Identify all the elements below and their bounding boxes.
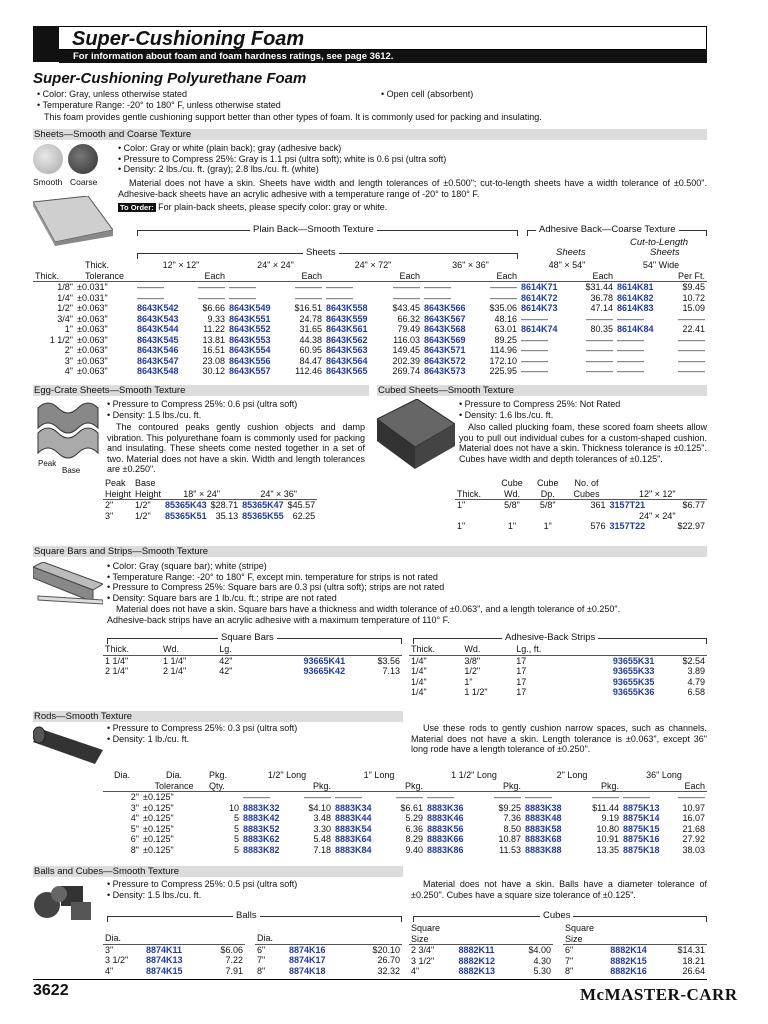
main-intro: This foam provides gentle cushioning support better than other types of foam. It is commonly used for packing and insulating.	[44, 112, 542, 122]
sheets-title: Sheets—Smooth and Coarse Texture	[33, 129, 707, 140]
main-bullet-right: • Open cell (absorbent)	[381, 89, 474, 99]
table-row: 3 1/2" 8882K12 4.30	[411, 955, 551, 966]
table-row: 8" 8874K18 32.32	[257, 965, 400, 976]
table-row: 1 1/2" ±0.063" 8643K545 13.81 8643K553 44.38 8643K562 116.03 8643K569 89.25 ——— ——— ——— ———	[49, 334, 705, 345]
table-row: 2 1/4" 2 1/4" 42" 93665K42 7.13	[105, 666, 400, 676]
rods-para: Use these rods to gently cushion narrow spaces, such as channels. Material does not have a skin. Length tolerance is ±0.063", except 36" long rode have a length tolerance of ±0.250".	[411, 723, 707, 755]
rods-image	[33, 724, 105, 770]
sub-ctl1: Cut-to-Length	[630, 237, 689, 248]
adhesive-strips-table: Thick. Wd. Lg., ft. 1/4" 3/8" 17 93655K31 $2.54 1/4" 1/2" 17 93655K33 3.89 1/4" 1" 17 93655K35 4.79 1/4" 1 1/2" 17 93655K36 6.58	[411, 644, 705, 697]
square-bars-table: Thick. Wd. Lg. 1 1/4" 1 1/4" 42" 93665K41 $3.56 2 1/4" 2 1/4" 42" 93665K42 7.13	[105, 644, 400, 676]
table-row: 1/4" ±0.031" ——— ——— ——— ——— ——— ——— ——— ——— 8614K72 36.78 8614K82 10.72	[57, 292, 705, 303]
table-row: 3" ±0.063" 8643K547 23.08 8643K556 84.47 8643K564 202.39 8643K572 172.10 ——— ——— ——— ———	[64, 355, 705, 366]
page-subtitle: For information about foam and foam hardness ratings, see page 3612.	[59, 50, 707, 63]
table-row: 8" ±0.125" 5 8883K82 7.18 8883K84 9.40 8883K86 11.53 8883K88 13.35 8875K18 38.03	[130, 844, 705, 855]
peak-label: Peak	[38, 459, 57, 468]
cubed-image	[377, 399, 455, 474]
table-row: 3" ±0.125" 10 8883K32 $4.10 8883K34 $6.61 8883K36 $9.25 8883K38 $11.44 8875K13 10.97	[130, 802, 705, 813]
page-number: 3622	[33, 982, 69, 999]
sheets-table: Thick. 12" × 12" 24" × 24" 24" × 72" 36" × 36" 48" × 54" 54" Wide Thick. Tolerance Each Each Each Each Each Per Ft. 1/8" ±0.031" ——— ——— ——— ——— ——— ——— ——— ——— 8614K71 $31.44 8614K81 $9.45 1/4" ±0.031" ——— ——— ——— ——— ——— ——— ——— ——— 8614K72 36.78 8614K82 10.72 1/2" ±0.063" 8643K542 $6.66 8643K549 $16.51 8643K558 $43.45 8643K566 $35.06 8614K73 47.14 8614K83 15.09 3/4" ±0.063" 8643K543 9.33 8643K551 24.78 8643K559 66.32 8643K567 48.16 ——— ——— ——— ——— 1" ±0.063" 8643K544 11.22 8643K552 31.65 8643K561 79.49 8643K568 63.01 8614K74 80.35 8614K84 22.41 1 1/2" ±0.063" 8643K545 13.81 8643K553 44.38 8643K562 116.03 8643K569 89.25 ——— ——— ——— ——— 2" ±0.063" 8643K546 16.51 8643K554 60.95 8643K563 149.45 8643K571 114.96 ——— ——— ——— ——— 3" ±0.063" 8643K547 23.08 8643K556 84.47 8643K564 202.39 8643K572 172.10 ——— ——— ——— ——— 4" ±0.063" 8643K548 30.12 8643K557 112.46 8643K565 269.74 8643K573 225.95 ——— ——— ——— ———	[35, 260, 705, 376]
group-square-bars: Square Bars	[107, 638, 402, 644]
group-cubes: Cubes	[413, 916, 707, 922]
cubed-para: Also called plucking foam, these scored foam sheets allow you to pull out individual cubes for a custom-shaped cushion. Material does not have a skin. Thickness tolerance is ±0.125". Cubes have width and depth tolerances of ±0.125".	[459, 422, 707, 464]
group-adhesive-strips: Adhesive-Back Strips	[413, 638, 707, 644]
main-bullets: • Color: Gray, unless otherwise stated • Temperature Range: -20° to 180° F, unless otherwise stated	[37, 89, 281, 110]
rods-bullets: • Pressure to Compress 25%: 0.3 psi (ultra soft) • Density: 1 lb./cu. ft.	[107, 723, 298, 744]
eggcrate-title: Egg-Crate Sheets—Smooth Texture	[33, 385, 369, 396]
table-row: 4" 8882K13 5.30	[411, 966, 551, 976]
base-label: Base	[62, 466, 81, 475]
table-row: 6" 8882K14 $14.31	[565, 945, 705, 955]
sheets-order: To Order: For plain-back sheets, please specify color: gray or white.	[120, 202, 388, 212]
balls-image	[33, 880, 95, 922]
group-balls: Balls	[107, 916, 402, 922]
table-row: 3 1/2" 8874K13 7.22	[105, 955, 243, 965]
table-row: 2 3/4" 8882K11 $4.00	[411, 945, 551, 955]
balls-table-a: Dia. 3" 8874K11 $6.06 3 1/2" 8874K13 7.22 4" 8874K15 7.91	[105, 933, 243, 976]
table-row: 1/4" 3/8" 17 93655K31 $2.54	[411, 655, 705, 666]
footer-rule	[33, 979, 707, 980]
coarse-label: Coarse	[70, 177, 98, 187]
balls-bullets: • Pressure to Compress 25%: 0.5 psi (ultra soft) • Density: 1.5 lbs./cu. ft.	[107, 879, 298, 900]
smooth-foam-image	[33, 144, 63, 174]
table-row: 1" ±0.063" 8643K544 11.22 8643K552 31.65 8643K561 79.49 8643K568 63.01 8614K74 80.35 8614K84 22.41	[64, 324, 705, 334]
table-row: 1 1/4" 1 1/4" 42" 93665K41 $3.56	[105, 655, 400, 666]
bars-title: Square Bars and Strips—Smooth Texture	[33, 546, 707, 557]
table-row: 2" ±0.063" 8643K546 16.51 8643K554 60.95 8643K563 149.45 8643K571 114.96 ——— ——— ——— ———	[64, 345, 705, 355]
table-row: 5" ±0.125" 5 8883K52 3.30 8883K54 6.36 8883K56 8.50 8883K58 10.80 8875K15 21.68	[130, 823, 705, 834]
table-row: 8" 8882K16 26.64	[565, 966, 705, 976]
table-row: 6" 8874K16 $20.10	[257, 944, 400, 955]
table-row: 3" 8874K11 $6.06	[105, 944, 243, 955]
page-title: Super-Cushioning Foam	[72, 28, 305, 50]
cubes-table-b: Square Size 6" 8882K14 $14.31 7" 8882K15 18.21 8" 8882K16 26.64	[565, 923, 705, 976]
balls-para: Material does not have a skin. Balls have a diameter tolerance of ±0.250". Cubes have a square size tolerance of ±0.125".	[411, 879, 707, 900]
section-heading: Super-Cushioning Polyurethane Foam	[33, 70, 307, 87]
table-row: 1/2" ±0.063" 8643K542 $6.66 8643K549 $16.51 8643K558 $43.45 8643K566 $35.06 8614K73 47.14 8614K83 15.09	[57, 303, 705, 313]
group-plain-back: Plain Back—Smooth Texture	[137, 230, 518, 236]
table-row: 3/4" ±0.063" 8643K543 9.33 8643K551 24.78 8643K559 66.32 8643K567 48.16 ——— ——— ——— ———	[57, 313, 705, 324]
balls-table-b: Dia. 6" 8874K16 $20.10 7" 8874K17 26.70 8" 8874K18 32.32	[257, 933, 400, 976]
bars-para2: Adhesive-back strips have an acrylic adhesive with a maximum temperature of 110° F.	[107, 615, 450, 625]
group-sheets: Sheets	[137, 253, 518, 259]
table-row: 2" ±0.125" ——— ——— ——— ——— ——— ——— ——— ——— ——— ———	[130, 792, 705, 802]
coarse-foam-image	[68, 144, 98, 174]
sheets-para: Material does not have a skin. Sheets have width and length tolerances of ±0.500"; cut-to-length sheets have a width tolerance of ±0.500". Adhesive-back sheets have an acrylic adhesive with a temperature range of -20° to 180° F.	[118, 178, 707, 199]
eggcrate-para: The contoured peaks gently cushion objects and damp vibration. This polyurethane foam is commonly used for packing and insulating. These sheets come nested together in a set of two. Material does not have a skin. Width and length tolerances are ±0.250".	[107, 422, 365, 475]
table-row: 2" 1/2" 85365K43 $28.71 85365K47 $45.57	[105, 500, 316, 510]
eggcrate-table: Peak Base Height Height 18" × 24" 24" × 36" 2" 1/2" 85365K43 $28.71 85365K47 $45.57 3" 1/2" 85365K51 35.13 85365K55 62.25	[105, 478, 316, 521]
table-row: 7" 8874K17 26.70	[257, 955, 400, 965]
table-row: 1/4" 1" 17 93655K35 4.79	[411, 676, 705, 687]
sub-ctl2: Sheets	[650, 247, 680, 258]
cubed-title: Cubed Sheets—Smooth Texture	[377, 385, 707, 396]
group-adhesive-back: Adhesive Back—Coarse Texture	[527, 230, 707, 236]
eggcrate-bullets: • Pressure to Compress 25%: 0.6 psi (ultra soft) • Density: 1.5 lbs./cu. ft.	[107, 399, 298, 420]
header-block	[33, 26, 59, 62]
table-row: 1/8" ±0.031" ——— ——— ——— ——— ——— ——— ——— ——— 8614K71 $31.44 8614K81 $9.45	[57, 282, 705, 292]
table-row: 4" ±0.125" 5 8883K42 3.48 8883K44 5.29 8883K46 7.36 8883K48 9.19 8875K14 16.07	[130, 813, 705, 823]
cubed-table: Cube Cube No. of Thick. Wd. Dp. Cubes 12" × 12" 1" 5/8" 5/8" 361 3157T21 $6.77 24" × 24" 1" 1" 1" 576 3157T22 $22.97	[457, 478, 705, 531]
rods-table: Dia. Dia. Pkg. 1/2" Long 1" Long 1 1/2" Long 2" Long 36" Long Tolerance Qty. Pkg. Pkg. Pkg. Pkg. Each 2" ±0.125" ——— ——— ——— ——— ——— ——— ——— ——— ——— ——— 3" ±0.125" 10 8883K32 $4.10 8883K34 $6.61 8883K36 $9.25 8883K38 $11.44 8875K13 10.97 4" ±0.125" 5 8883K42 3.48 8883K44 5.29 8883K46 7.36 8883K48 9.19 8875K14 16.07 5" ±0.125" 5 8883K52 3.30 8883K54 6.36 8883K56 8.50 8883K58 10.80 8875K15 21.68 6" ±0.125" 5 8883K62 5.48 8883K64 8.29 8883K66 10.87 8883K68 10.91 8875K16 27.92 8" ±0.125" 5 8883K82 7.18 8883K84 9.40 8883K86 11.53 8883K88 13.35 8875K18 38.03	[103, 770, 707, 855]
sheet-image	[33, 196, 113, 246]
bars-bullets: • Color: Gray (square bar); white (stripe) • Temperature Range: -20° to 180° F, except min. temperature for strips is not rated • Pressure to Compress 25%: Square bars are 0.3 psi (ultra soft); strips are not rated • Density: Square bars are 1 lb./cu. ft.; stripe are not rated	[107, 561, 445, 603]
sheets-bullets: • Color: Gray or white (plain back); gray (adhesive back) • Pressure to Compress 25%: Gray is 1.1 psi (ultra soft); white is 0.6 psi (ultra soft) • Density: 2 lbs./cu. ft. (gray); 2.8 lbs./cu. ft. (white)	[118, 143, 447, 175]
table-row: 3" 1/2" 85365K51 35.13 85365K55 62.25	[105, 510, 316, 521]
table-row: 7" 8882K15 18.21	[565, 955, 705, 966]
smooth-label: Smooth	[33, 177, 63, 187]
table-row: 4" 8874K15 7.91	[105, 965, 243, 976]
table-row: 6" ±0.125" 5 8883K62 5.48 8883K64 8.29 8883K66 10.87 8883K68 10.91 8875K16 27.92	[130, 834, 705, 844]
rods-title: Rods—Smooth Texture	[33, 711, 403, 722]
bars-image	[33, 562, 103, 612]
sub-sheets2: Sheets	[556, 247, 586, 258]
table-row: 1/4" 1/2" 17 93655K33 3.89	[411, 666, 705, 676]
cubes-table-a: Square Size 2 3/4" 8882K11 $4.00 3 1/2" 8882K12 4.30 4" 8882K13 5.30	[411, 923, 551, 976]
cubed-bullets: • Pressure to Compress 25%: Not Rated • Density: 1.6 lbs./cu. ft.	[459, 399, 621, 420]
balls-title: Balls and Cubes—Smooth Texture	[33, 866, 403, 877]
table-row: 4" ±0.063" 8643K548 30.12 8643K557 112.46 8643K565 269.74 8643K573 225.95 ——— ——— ——— ———	[64, 366, 705, 376]
mcmaster-logo: McMASTER-CARR	[580, 985, 738, 1004]
table-row: 1/4" 1 1/2" 17 93655K36 6.58	[411, 687, 705, 697]
bars-para1: Material does not have a skin. Square bars have a thickness and width tolerance of ±0.063", and a length tolerance of ±0.250".	[116, 604, 621, 614]
